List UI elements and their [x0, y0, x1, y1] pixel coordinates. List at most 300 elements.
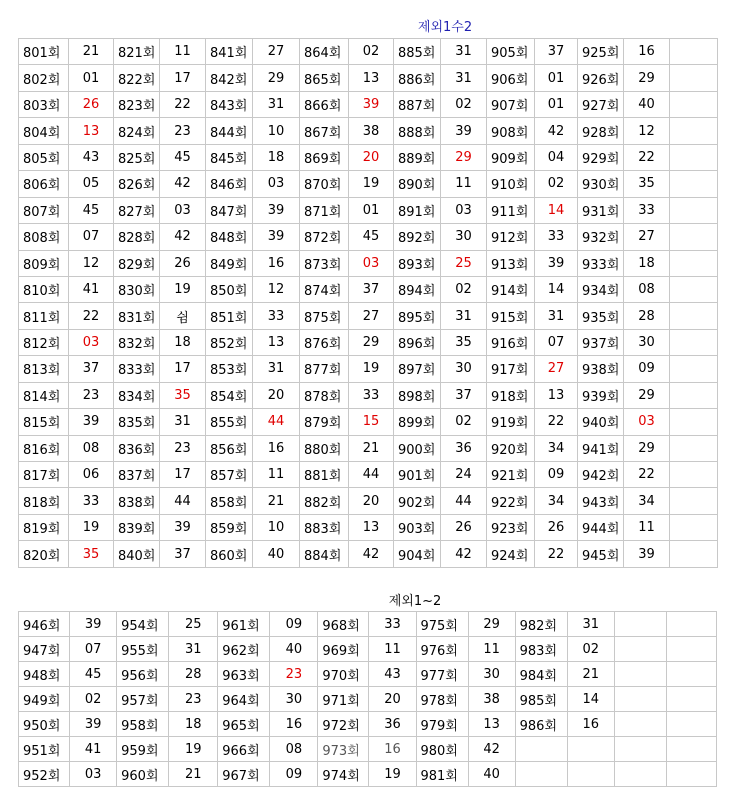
number-cell: 02	[441, 276, 487, 302]
number-cell: 17	[160, 462, 206, 488]
round-cell: 984회	[515, 662, 567, 687]
round-cell: 820회	[19, 541, 69, 567]
round-cell: 828회	[114, 224, 160, 250]
empty-cell	[670, 250, 718, 276]
empty-cell	[670, 197, 718, 223]
round-cell: 893회	[394, 250, 441, 276]
number-cell: 17	[160, 356, 206, 382]
round-cell: 843회	[206, 91, 253, 117]
table-row	[19, 144, 718, 170]
number-cell: 31	[253, 356, 300, 382]
round-cell	[614, 687, 666, 712]
number-cell: 45	[349, 224, 394, 250]
empty-cell	[670, 462, 718, 488]
round-cell: 939회	[578, 382, 624, 408]
number-cell: 24	[441, 462, 487, 488]
number-cell: 44	[349, 462, 394, 488]
round-cell: 907회	[487, 91, 535, 117]
round-cell: 955회	[117, 637, 169, 662]
number-cell: 44	[160, 488, 206, 514]
table-row	[19, 687, 717, 712]
round-cell	[614, 662, 666, 687]
number-cell: 26	[441, 514, 487, 540]
round-cell: 966회	[218, 737, 270, 762]
number-cell: 20	[369, 687, 416, 712]
round-cell: 838회	[114, 488, 160, 514]
number-cell: 18	[253, 144, 300, 170]
number-cell: 16	[567, 712, 614, 737]
number-cell: 31	[253, 91, 300, 117]
number-cell: 39	[70, 712, 117, 737]
round-cell: 841회	[206, 39, 253, 65]
number-cell: 29	[624, 435, 670, 461]
number-cell: 39	[535, 250, 578, 276]
number-cell: 30	[624, 329, 670, 355]
round-cell: 971회	[318, 687, 369, 712]
round-cell: 827회	[114, 197, 160, 223]
empty-cell	[670, 118, 718, 144]
round-cell: 883회	[300, 514, 349, 540]
number-cell: 38	[468, 687, 515, 712]
round-cell: 855회	[206, 409, 253, 435]
empty-cell	[670, 435, 718, 461]
empty-cell	[670, 488, 718, 514]
number-cell: 19	[169, 737, 218, 762]
number-cell: 16	[270, 712, 318, 737]
number-cell: 16	[253, 435, 300, 461]
round-cell	[515, 737, 567, 762]
number-cell: 17	[160, 65, 206, 91]
round-cell: 890회	[394, 171, 441, 197]
round-cell: 924회	[487, 541, 535, 567]
number-cell: 02	[349, 39, 394, 65]
round-cell: 956회	[117, 662, 169, 687]
table-row	[19, 488, 718, 514]
table-row	[19, 435, 718, 461]
round-cell: 970회	[318, 662, 369, 687]
number-cell: 37	[349, 276, 394, 302]
round-cell: 978회	[416, 687, 468, 712]
number-cell: 29	[253, 65, 300, 91]
round-cell: 986회	[515, 712, 567, 737]
number-cell: 18	[160, 329, 206, 355]
number-cell: 44	[253, 409, 300, 435]
round-cell: 977회	[416, 662, 468, 687]
number-cell: 23	[270, 662, 318, 687]
number-cell: 33	[624, 197, 670, 223]
round-cell: 839회	[114, 514, 160, 540]
number-cell: 34	[624, 488, 670, 514]
number-cell: 33	[349, 382, 394, 408]
round-cell: 897회	[394, 356, 441, 382]
number-cell: 13	[69, 118, 114, 144]
round-cell: 857회	[206, 462, 253, 488]
empty-cell	[670, 356, 718, 382]
number-cell	[666, 712, 716, 737]
round-cell: 871회	[300, 197, 349, 223]
number-cell: 31	[567, 612, 614, 637]
number-cell: 40	[468, 762, 515, 787]
round-cell: 810회	[19, 276, 69, 302]
round-cell: 884회	[300, 541, 349, 567]
round-cell: 968회	[318, 612, 369, 637]
empty-cell	[670, 382, 718, 408]
round-cell: 860회	[206, 541, 253, 567]
round-cell: 962회	[218, 637, 270, 662]
number-cell: 14	[535, 197, 578, 223]
number-cell: 35	[441, 329, 487, 355]
number-cell: 33	[253, 303, 300, 329]
number-cell: 01	[535, 91, 578, 117]
round-cell: 817회	[19, 462, 69, 488]
number-cell: 33	[535, 224, 578, 250]
table-row	[19, 409, 718, 435]
table-row	[19, 382, 718, 408]
table-row	[19, 118, 718, 144]
number-cell: 02	[70, 687, 117, 712]
number-cell: 34	[535, 435, 578, 461]
number-cell: 22	[535, 409, 578, 435]
number-cell: 03	[253, 171, 300, 197]
round-cell	[614, 637, 666, 662]
number-cell: 34	[535, 488, 578, 514]
round-cell: 935회	[578, 303, 624, 329]
round-cell: 877회	[300, 356, 349, 382]
round-cell: 849회	[206, 250, 253, 276]
draw-results-table-1	[18, 38, 718, 568]
number-cell: 11	[441, 171, 487, 197]
table2-title: 제외1~2	[388, 594, 442, 609]
number-cell: 22	[69, 303, 114, 329]
round-cell: 885회	[394, 39, 441, 65]
number-cell: 02	[441, 409, 487, 435]
number-cell	[666, 612, 716, 637]
number-cell: 31	[441, 39, 487, 65]
number-cell: 01	[349, 197, 394, 223]
round-cell: 980회	[416, 737, 468, 762]
round-cell: 886회	[394, 65, 441, 91]
round-cell: 967회	[218, 762, 270, 787]
round-cell: 845회	[206, 144, 253, 170]
round-cell: 901회	[394, 462, 441, 488]
round-cell: 960회	[117, 762, 169, 787]
round-cell: 842회	[206, 65, 253, 91]
number-cell: 22	[535, 541, 578, 567]
round-cell: 951회	[19, 737, 70, 762]
round-cell: 918회	[487, 382, 535, 408]
number-cell	[666, 662, 716, 687]
table-row	[19, 91, 718, 117]
number-cell: 13	[535, 382, 578, 408]
round-cell: 892회	[394, 224, 441, 250]
round-cell: 923회	[487, 514, 535, 540]
round-cell: 974회	[318, 762, 369, 787]
table-row	[19, 197, 718, 223]
round-cell: 940회	[578, 409, 624, 435]
number-cell: 30	[270, 687, 318, 712]
number-cell: 29	[624, 382, 670, 408]
round-cell: 815회	[19, 409, 69, 435]
number-cell: 37	[69, 356, 114, 382]
round-cell: 926회	[578, 65, 624, 91]
number-cell: 23	[160, 435, 206, 461]
number-cell: 08	[270, 737, 318, 762]
number-cell: 06	[69, 462, 114, 488]
number-cell: 쉼	[160, 303, 206, 329]
number-cell: 40	[624, 91, 670, 117]
number-cell: 42	[160, 171, 206, 197]
number-cell: 42	[441, 541, 487, 567]
number-cell: 18	[169, 712, 218, 737]
number-cell: 10	[253, 514, 300, 540]
round-cell: 830회	[114, 276, 160, 302]
round-cell: 896회	[394, 329, 441, 355]
number-cell	[666, 762, 716, 787]
round-cell: 844회	[206, 118, 253, 144]
empty-cell	[670, 171, 718, 197]
number-cell: 09	[270, 762, 318, 787]
table-row	[19, 329, 718, 355]
round-cell: 912회	[487, 224, 535, 250]
round-cell: 882회	[300, 488, 349, 514]
round-cell: 864회	[300, 39, 349, 65]
number-cell: 31	[160, 409, 206, 435]
number-cell: 39	[253, 224, 300, 250]
round-cell: 808회	[19, 224, 69, 250]
number-cell: 15	[349, 409, 394, 435]
number-cell: 36	[369, 712, 416, 737]
round-cell: 938회	[578, 356, 624, 382]
table-row	[19, 39, 718, 65]
number-cell: 20	[349, 488, 394, 514]
number-cell: 16	[369, 737, 416, 762]
round-cell: 917회	[487, 356, 535, 382]
round-cell: 915회	[487, 303, 535, 329]
round-cell: 801회	[19, 39, 69, 65]
number-cell: 42	[468, 737, 515, 762]
number-cell: 12	[69, 250, 114, 276]
number-cell: 33	[69, 488, 114, 514]
number-cell: 39	[70, 612, 117, 637]
round-cell: 852회	[206, 329, 253, 355]
table-row	[19, 65, 718, 91]
number-cell: 03	[69, 329, 114, 355]
number-cell: 09	[624, 356, 670, 382]
number-cell: 13	[468, 712, 515, 737]
empty-cell	[670, 303, 718, 329]
number-cell: 39	[441, 118, 487, 144]
number-cell: 12	[253, 276, 300, 302]
round-cell: 919회	[487, 409, 535, 435]
number-cell: 35	[69, 541, 114, 567]
number-cell: 03	[349, 250, 394, 276]
number-cell: 05	[69, 171, 114, 197]
number-cell: 37	[441, 382, 487, 408]
empty-cell	[670, 224, 718, 250]
number-cell: 30	[468, 662, 515, 687]
round-cell: 821회	[114, 39, 160, 65]
number-cell	[666, 687, 716, 712]
number-cell: 30	[441, 224, 487, 250]
number-cell: 31	[169, 637, 218, 662]
number-cell	[567, 737, 614, 762]
round-cell: 949회	[19, 687, 70, 712]
round-cell: 881회	[300, 462, 349, 488]
number-cell: 10	[253, 118, 300, 144]
table1-title: 제외1수2	[417, 20, 473, 35]
round-cell: 874회	[300, 276, 349, 302]
table-row	[19, 762, 717, 787]
round-cell: 969회	[318, 637, 369, 662]
round-cell: 869회	[300, 144, 349, 170]
round-cell: 856회	[206, 435, 253, 461]
round-cell: 858회	[206, 488, 253, 514]
round-cell: 866회	[300, 91, 349, 117]
number-cell: 42	[349, 541, 394, 567]
number-cell: 26	[69, 91, 114, 117]
round-cell: 963회	[218, 662, 270, 687]
table-row	[19, 541, 718, 567]
round-cell: 840회	[114, 541, 160, 567]
round-cell: 829회	[114, 250, 160, 276]
number-cell: 27	[253, 39, 300, 65]
number-cell: 41	[70, 737, 117, 762]
round-cell: 872회	[300, 224, 349, 250]
number-cell: 22	[624, 462, 670, 488]
number-cell: 18	[624, 250, 670, 276]
round-cell: 909회	[487, 144, 535, 170]
round-cell: 834회	[114, 382, 160, 408]
number-cell: 39	[349, 91, 394, 117]
empty-cell	[670, 91, 718, 117]
round-cell: 944회	[578, 514, 624, 540]
number-cell: 14	[535, 276, 578, 302]
number-cell: 19	[349, 171, 394, 197]
round-cell: 905회	[487, 39, 535, 65]
number-cell	[666, 637, 716, 662]
round-cell: 879회	[300, 409, 349, 435]
round-cell	[614, 737, 666, 762]
number-cell: 33	[369, 612, 416, 637]
round-cell: 902회	[394, 488, 441, 514]
round-cell: 922회	[487, 488, 535, 514]
round-cell: 819회	[19, 514, 69, 540]
number-cell: 36	[441, 435, 487, 461]
round-cell: 802회	[19, 65, 69, 91]
number-cell: 03	[70, 762, 117, 787]
round-cell: 906회	[487, 65, 535, 91]
round-cell: 804회	[19, 118, 69, 144]
empty-cell	[670, 329, 718, 355]
number-cell: 31	[441, 65, 487, 91]
number-cell: 11	[369, 637, 416, 662]
round-cell: 865회	[300, 65, 349, 91]
number-cell: 07	[535, 329, 578, 355]
round-cell: 873회	[300, 250, 349, 276]
round-cell: 809회	[19, 250, 69, 276]
number-cell: 45	[69, 197, 114, 223]
round-cell: 931회	[578, 197, 624, 223]
number-cell: 35	[160, 382, 206, 408]
round-cell: 959회	[117, 737, 169, 762]
number-cell: 25	[441, 250, 487, 276]
number-cell: 02	[441, 91, 487, 117]
round-cell: 851회	[206, 303, 253, 329]
round-cell: 812회	[19, 329, 69, 355]
round-cell: 947회	[19, 637, 70, 662]
number-cell: 38	[349, 118, 394, 144]
round-cell: 975회	[416, 612, 468, 637]
round-cell: 928회	[578, 118, 624, 144]
number-cell: 08	[624, 276, 670, 302]
number-cell: 39	[624, 541, 670, 567]
round-cell: 950회	[19, 712, 70, 737]
empty-cell	[670, 65, 718, 91]
round-cell: 932회	[578, 224, 624, 250]
number-cell: 37	[160, 541, 206, 567]
number-cell: 43	[369, 662, 416, 687]
number-cell: 21	[567, 662, 614, 687]
round-cell: 900회	[394, 435, 441, 461]
round-cell: 941회	[578, 435, 624, 461]
round-cell: 948회	[19, 662, 70, 687]
round-cell: 920회	[487, 435, 535, 461]
round-cell: 895회	[394, 303, 441, 329]
number-cell: 35	[624, 171, 670, 197]
round-cell: 973회	[318, 737, 369, 762]
round-cell: 818회	[19, 488, 69, 514]
round-cell: 933회	[578, 250, 624, 276]
round-cell: 952회	[19, 762, 70, 787]
round-cell: 806회	[19, 171, 69, 197]
table-row	[19, 462, 718, 488]
table-row	[19, 637, 717, 662]
round-cell: 822회	[114, 65, 160, 91]
round-cell: 976회	[416, 637, 468, 662]
number-cell: 42	[535, 118, 578, 144]
number-cell: 20	[253, 382, 300, 408]
number-cell: 45	[160, 144, 206, 170]
number-cell: 02	[567, 637, 614, 662]
round-cell: 914회	[487, 276, 535, 302]
number-cell: 29	[468, 612, 515, 637]
number-cell: 03	[624, 409, 670, 435]
round-cell: 945회	[578, 541, 624, 567]
number-cell: 27	[624, 224, 670, 250]
round-cell: 929회	[578, 144, 624, 170]
round-cell: 921회	[487, 462, 535, 488]
number-cell: 28	[169, 662, 218, 687]
round-cell: 899회	[394, 409, 441, 435]
number-cell: 01	[69, 65, 114, 91]
round-cell: 964회	[218, 687, 270, 712]
round-cell: 934회	[578, 276, 624, 302]
empty-cell	[670, 144, 718, 170]
round-cell: 908회	[487, 118, 535, 144]
empty-cell	[670, 514, 718, 540]
number-cell: 12	[624, 118, 670, 144]
number-cell: 01	[535, 65, 578, 91]
round-cell: 888회	[394, 118, 441, 144]
round-cell: 811회	[19, 303, 69, 329]
round-cell: 898회	[394, 382, 441, 408]
round-cell	[614, 712, 666, 737]
round-cell: 803회	[19, 91, 69, 117]
number-cell: 25	[169, 612, 218, 637]
round-cell: 954회	[117, 612, 169, 637]
table-row	[19, 276, 718, 302]
number-cell: 07	[70, 637, 117, 662]
